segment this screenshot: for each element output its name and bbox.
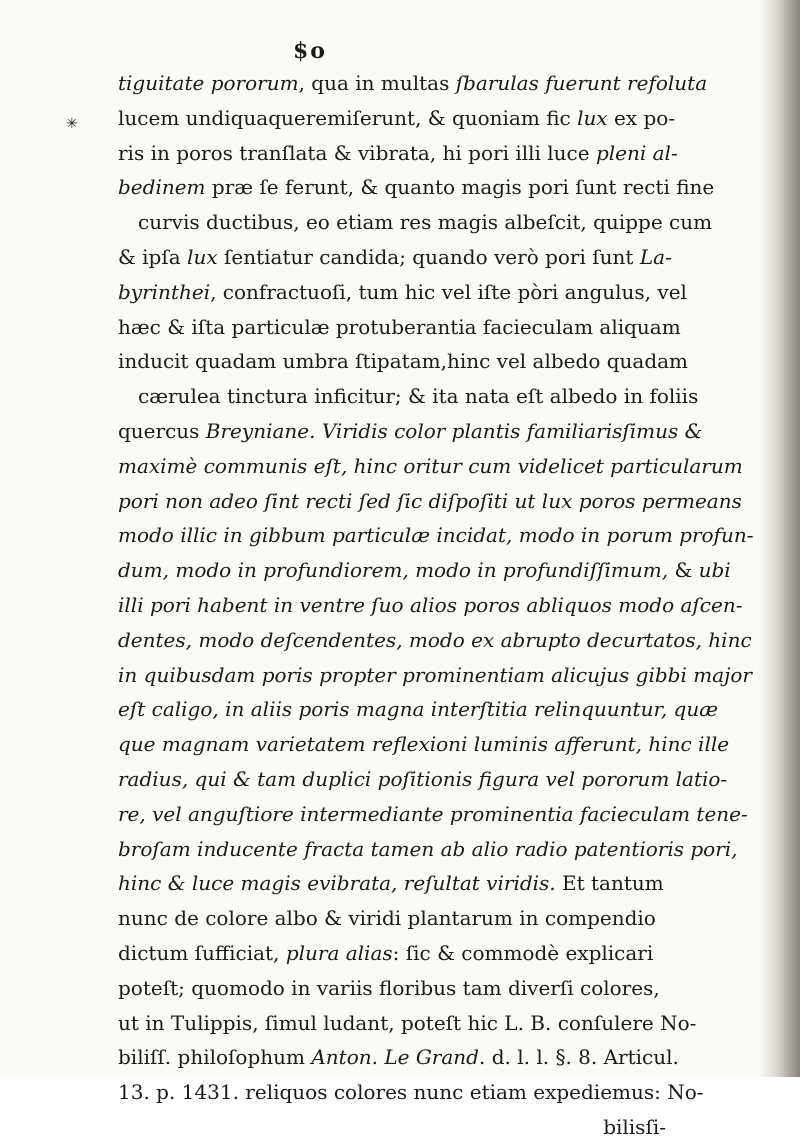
text-run: curvis ductibus, eo etiam res magis albeſcit, quippe cum — [138, 210, 713, 235]
text-line — [118, 623, 752, 658]
text-run: biliſſ. philoſophum — [118, 1045, 312, 1070]
text-line — [118, 692, 718, 727]
text-line — [118, 240, 718, 275]
italic-text-run: plura alias — [285, 940, 393, 965]
text-run: poteſt; quomodo in variis floribus tam diverſi colores, — [118, 975, 660, 1000]
text-run: ris in poros tranſlata & vibrata, hi pori illi luce — [118, 140, 596, 165]
text-line — [118, 414, 718, 449]
text-line — [118, 832, 738, 867]
text-line — [118, 1040, 718, 1075]
italic-text-run: lux — [187, 244, 218, 269]
italic-text-run: Breyniane. Viridis color plantis familiarisſimus & — [205, 418, 703, 443]
text-line — [118, 588, 743, 623]
text-run: inducit quadam umbra ſtipatam,hinc vel albedo quadam — [118, 349, 689, 374]
text-line — [118, 275, 718, 310]
italic-text-run: pori non adeo ſint recti ſed ſic diſpoſiti ut lux poros permeans — [118, 488, 742, 513]
text-line — [118, 866, 718, 901]
margin-mark: ✳ — [66, 116, 78, 132]
text-run: . d. l. l. §. 8. Articul. — [478, 1045, 679, 1070]
text-run: Et tantum — [555, 871, 664, 896]
text-line — [118, 658, 752, 693]
text-line — [118, 484, 742, 519]
italic-text-run: illi pori habent in ventre ſuo alios poros abliquos modo aſcen- — [118, 592, 743, 617]
italic-text-run: ſbarulas fuerunt refoluta — [455, 71, 708, 95]
text-line — [118, 310, 718, 345]
text-line — [118, 1075, 718, 1110]
italic-text-run: que magnam varietatem reflexioni luminis afferunt, hinc ille — [118, 732, 730, 757]
text-run: ex po- — [607, 105, 676, 130]
text-line — [118, 762, 728, 797]
italic-text-run: re, vel anguſtiore intermediante prominentia facieculam tene- — [118, 801, 748, 826]
text-run: præ ſe ferunt, & quanto magis pori ſunt recti fine — [205, 175, 715, 200]
text-run: & — [674, 558, 699, 583]
italic-text-run: lux — [577, 105, 608, 130]
text-line — [118, 936, 718, 971]
text-line — [118, 379, 718, 414]
text-run: lucem undiquaqueremiſerunt, & quoniam fic — [118, 105, 578, 130]
text-line — [118, 170, 718, 205]
text-line — [118, 449, 743, 484]
text-line — [118, 136, 718, 171]
body-text — [118, 66, 754, 1145]
text-line — [118, 205, 718, 240]
text-run: ſentiatur candida; quando verò pori ſunt — [217, 244, 640, 269]
italic-text-run: bedinem — [118, 175, 206, 200]
text-line — [118, 518, 754, 553]
text-run: nunc de colore albo & viridi plantarum in compendio — [118, 906, 656, 931]
italic-text-run: dum, modo in profundiorem, modo in profundiſſimum, — [118, 558, 675, 583]
text-line — [118, 797, 748, 832]
text-run: hæc & iſta particulæ protuberantia facieculam aliquam — [118, 314, 681, 339]
text-run: cærulea tinctura inficitur; & ita nata eſt albedo in foliis — [138, 384, 699, 409]
italic-text-run: maximè communis eſt, hinc oritur cum videlicet particularum — [118, 453, 743, 478]
italic-text-run: pleni al- — [595, 140, 678, 165]
text-run: quercus — [118, 418, 206, 443]
text-line — [118, 66, 718, 101]
text-run: 13. p. 1431. reliquos colores nunc etiam expediemus: No- — [118, 1080, 704, 1105]
text-run: : ſic & commodè explicari — [392, 940, 654, 965]
page-number: $o — [293, 38, 327, 64]
text-run: , qua in multas — [298, 71, 456, 95]
text-line — [118, 344, 718, 379]
text-run: dictum ſufficiat, — [118, 940, 286, 965]
text-line — [118, 727, 730, 762]
text-line — [118, 101, 718, 136]
italic-text-run: hinc & luce magis evibrata, reſultat viridis. — [118, 871, 556, 896]
italic-text-run: Anton. Le Grand — [311, 1045, 479, 1070]
italic-text-run: broſam inducente fracta tamen ab alio radio patentioris pori, — [118, 836, 738, 861]
italic-text-run: radius, qui & tam duplici poſitionis figura vel pororum latio- — [118, 766, 728, 791]
text-line — [118, 901, 718, 936]
italic-text-run: dentes, modo deſcendentes, modo ex abrupto decurtatos, hinc — [118, 627, 752, 652]
text-line — [118, 971, 718, 1006]
text-run: , confractuoſi, tum hic vel iſte pòri angulus, vel — [210, 279, 687, 304]
italic-text-run: ubi — [698, 558, 731, 583]
text-line — [118, 1006, 718, 1041]
text-line — [118, 1110, 718, 1145]
italic-text-run: byrinthei — [118, 279, 211, 304]
italic-text-run: La- — [639, 244, 672, 269]
binding-gutter — [758, 0, 800, 1077]
text-run: & ipſa — [118, 244, 188, 269]
italic-text-run: tiguitate pororum — [118, 71, 299, 95]
italic-text-run: modo illic in gibbum particulæ incidat, modo in porum profun- — [118, 523, 754, 548]
italic-text-run: in quibusdam poris propter prominentiam alicujus gibbi major — [118, 662, 752, 687]
italic-text-run: eſt caligo, in aliis poris magna interſtitia relinquuntur, quæ — [118, 697, 719, 722]
text-line — [118, 553, 731, 588]
text-run: bilisſi- — [603, 1114, 666, 1139]
text-run: ut in Tulippis, ſimul ludant, poteſt hic L. B. conſulere No- — [118, 1010, 697, 1035]
